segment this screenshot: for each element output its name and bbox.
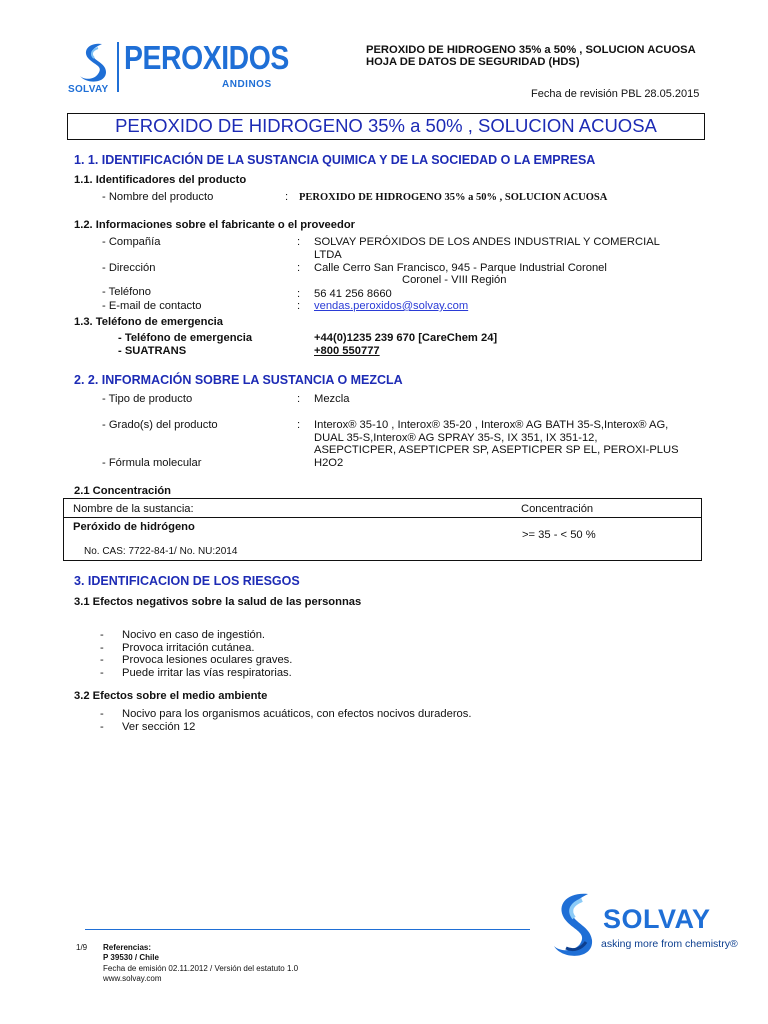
footer-ref-code: P 39530 / Chile xyxy=(103,953,159,962)
logo-sub: ANDINOS xyxy=(222,79,272,90)
list-item-text: Nocivo para los organismos acuáticos, con efectos nocivos duraderos. xyxy=(122,708,472,720)
section1-heading: 1. 1. IDENTIFICACIÓN DE LA SUSTANCIA QUIMICA Y DE LA SOCIEDAD O LA EMPRESA xyxy=(74,153,596,167)
colon: : xyxy=(297,236,301,248)
list-item-text: Nocivo en caso de ingestión. xyxy=(122,629,266,641)
section3-heading: 3. IDENTIFICACION DE LOS RIESGOS xyxy=(74,574,300,588)
grades-value-1: Interox® 35-10 , Interox® 35-20 , Interox® AG BATH 35-S,Interox® AG, xyxy=(314,419,669,431)
phone-value: 56 41 256 8660 xyxy=(314,288,392,300)
section3-sub1: 3.1 Efectos negativos sobre la salud de las personnas xyxy=(74,596,362,608)
table-col1-header: Nombre de la sustancia: xyxy=(73,503,194,515)
page-number: 1/9 xyxy=(76,943,88,952)
bullet: - xyxy=(100,654,104,666)
email-label: - E-mail de contacto xyxy=(102,300,202,312)
revision-date: Fecha de revisión PBL 28.05.2015 xyxy=(531,88,700,100)
grades-value-2: DUAL 35-S,Interox® AG SPRAY 35-S, IX 351, IX 351-12, xyxy=(314,432,598,444)
suatrans-value: +800 550777 xyxy=(314,345,380,357)
footer-refs-label: Referencias: xyxy=(103,943,152,952)
formula-label: - Fórmula molecular xyxy=(102,457,202,469)
doc-title-line2: HOJA DE DATOS DE SEGURIDAD (HDS) xyxy=(366,56,580,68)
bullet: - xyxy=(100,708,104,720)
phone-label: - Teléfono xyxy=(102,286,151,298)
list-item xyxy=(100,641,255,655)
list-item xyxy=(100,629,266,642)
health-list xyxy=(100,629,293,679)
logo-company: SOLVAY xyxy=(68,84,109,95)
section2-heading: 2. 2. INFORMACIÓN SOBRE LA SUSTANCIA O MEZCLA xyxy=(74,373,403,387)
footer-brand: SOLVAY xyxy=(603,904,711,934)
substance-concentration: >= 35 - < 50 % xyxy=(522,529,596,541)
company-label: - Compañía xyxy=(102,236,161,248)
section1-sub2: 1.2. Informaciones sobre el fabricante o el proveedor xyxy=(74,219,356,231)
grades-value-3: ASEPCTICPER, ASEPTICPER SP, ASEPTICPER SP EL, PEROXI-PLUS xyxy=(314,444,679,456)
logo-divider xyxy=(117,42,119,92)
colon: : xyxy=(297,262,301,274)
bullet: - xyxy=(100,666,104,679)
address-label: - Dirección xyxy=(102,262,156,274)
email-link[interactable]: vendas.peroxidos@solvay.com xyxy=(314,300,469,312)
address-value-1: Calle Cerro San Francisco, 945 - Parque Industrial Coronel xyxy=(314,262,607,274)
colon: : xyxy=(297,393,301,405)
list-item-text: Ver sección 12 xyxy=(122,721,196,733)
table-col2-header: Concentración xyxy=(521,503,594,515)
list-item-text: Provoca lesiones oculares graves. xyxy=(122,654,293,666)
substance-cas: No. CAS: 7722-84-1/ No. NU:2014 xyxy=(84,546,238,557)
main-title: PEROXIDO DE HIDROGENO 35% a 50% , SOLUCION ACUOSA xyxy=(115,115,657,136)
list-item-text: Puede irritar las vías respiratorias. xyxy=(122,666,292,679)
bullet: - xyxy=(100,641,104,654)
colon: : xyxy=(297,300,301,312)
concentration-table xyxy=(63,498,702,561)
section1-sub3: 1.3. Teléfono de emergencia xyxy=(74,316,224,328)
footer-rule xyxy=(85,929,530,930)
list-item-text: Provoca irritación cutánea. xyxy=(122,641,255,654)
grades-label: - Grado(s) del producto xyxy=(102,419,218,431)
colon: : xyxy=(297,419,301,431)
table-header-divider xyxy=(64,517,701,518)
emergency-value: +44(0)1235 239 670 [CareChem 24] xyxy=(314,332,498,344)
doc-title-line1: PEROXIDO DE HIDROGENO 35% a 50% , SOLUCION ACUOSA xyxy=(366,44,696,56)
footer-tagline: asking more from chemistry® xyxy=(601,938,738,950)
colon: : xyxy=(285,191,289,203)
bullet: - xyxy=(100,629,104,641)
emergency-label: - Teléfono de emergencia xyxy=(118,332,253,344)
solvay-footer-logo xyxy=(548,890,748,970)
footer-website[interactable]: www.solvay.com xyxy=(103,974,162,983)
product-name-value: PEROXIDO DE HIDROGENO 35% a 50% , SOLUCION ACUOSA xyxy=(299,192,608,203)
list-item xyxy=(100,708,472,721)
concentration-heading: 2.1 Concentración xyxy=(74,485,171,497)
type-value: Mezcla xyxy=(314,393,350,405)
product-name-row xyxy=(102,191,702,204)
main-title-box xyxy=(67,113,705,140)
section1-sub1: 1.1. Identificadores del producto xyxy=(74,174,247,186)
company-value-2: LTDA xyxy=(314,249,342,261)
footer-emission: Fecha de emisión 02.11.2012 / Versión del estatuto 1.0 xyxy=(103,964,299,973)
solvay-s-icon xyxy=(76,40,112,84)
colon: : xyxy=(297,288,301,300)
list-item xyxy=(100,721,196,734)
section3-sub2: 3.2 Efectos sobre el medio ambiente xyxy=(74,690,268,702)
substance-name: Peróxido de hidrógeno xyxy=(73,521,195,533)
list-item xyxy=(100,666,292,680)
suatrans-label: - SUATRANS xyxy=(118,345,187,357)
address-value-2: Coronel - VIII Región xyxy=(402,274,507,286)
bullet: - xyxy=(100,721,104,733)
list-item xyxy=(100,654,293,667)
formula-value: H2O2 xyxy=(314,457,344,469)
logo-brand: PEROXIDOS xyxy=(124,39,289,76)
company-value-1: SOLVAY PERÓXIDOS DE LOS ANDES INDUSTRIAL Y COMERCIAL xyxy=(314,236,660,248)
solvay-swirl-icon xyxy=(548,890,600,962)
env-list xyxy=(100,708,472,734)
product-name-label: - Nombre del producto xyxy=(102,191,214,203)
type-label: - Tipo de producto xyxy=(102,393,193,405)
peroxidos-logo xyxy=(68,39,289,96)
